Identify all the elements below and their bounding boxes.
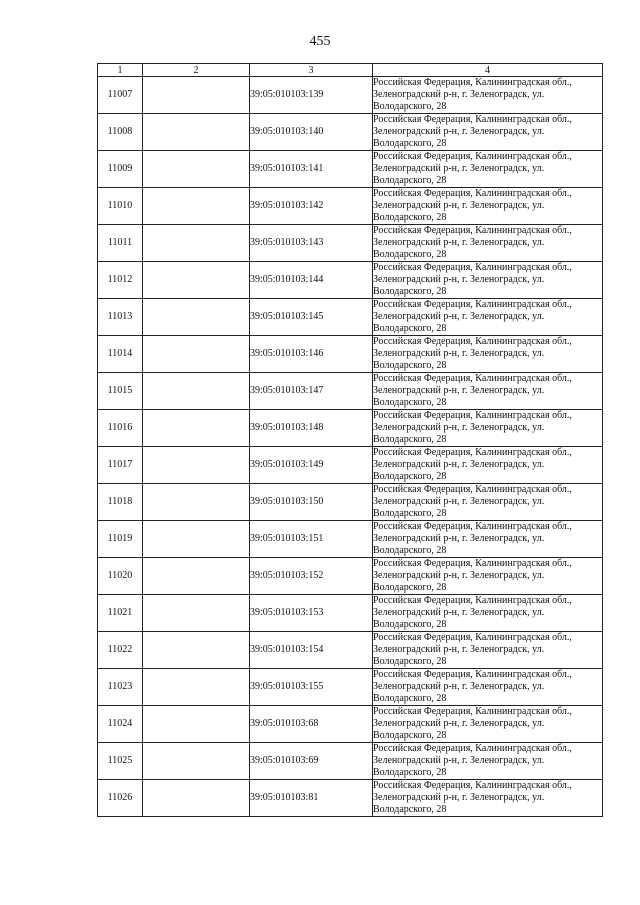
cadastral-number-cell: 39:05:010103:152: [250, 558, 373, 595]
table-row: [98, 669, 603, 706]
empty-cell: [143, 77, 250, 114]
header-cell-4: 4: [373, 64, 603, 77]
address-line: Российская Федерация, Калининградская обл.,: [373, 188, 572, 199]
table-row: [98, 336, 603, 373]
address-cell: [373, 558, 603, 595]
empty-cell: [143, 743, 250, 780]
empty-cell: [143, 151, 250, 188]
address-line: Володарского, 28: [373, 693, 447, 704]
address-cell: [373, 373, 603, 410]
address-cell: [373, 484, 603, 521]
address-line: Зеленоградский р-н, г. Зеленоградск, ул.: [373, 274, 545, 285]
address-line: Володарского, 28: [373, 545, 447, 556]
address-cell: [373, 410, 603, 447]
empty-cell: [143, 780, 250, 817]
row-number-cell: 11012: [98, 262, 143, 299]
table-row: [98, 299, 603, 336]
empty-cell: [143, 262, 250, 299]
address-line: Володарского, 28: [373, 323, 447, 334]
cadastral-number-cell: 39:05:010103:142: [250, 188, 373, 225]
row-number-cell: 11025: [98, 743, 143, 780]
table-row: [98, 558, 603, 595]
row-number-cell: 11024: [98, 706, 143, 743]
row-number-cell: 11023: [98, 669, 143, 706]
row-number-cell: 11026: [98, 780, 143, 817]
table-row: [98, 262, 603, 299]
address-line: Зеленоградский р-н, г. Зеленоградск, ул.: [373, 385, 545, 396]
row-number-cell: 11020: [98, 558, 143, 595]
address-line: Российская Федерация, Калининградская обл.,: [373, 336, 572, 347]
address-line: Зеленоградский р-н, г. Зеленоградск, ул.: [373, 533, 545, 544]
empty-cell: [143, 558, 250, 595]
address-line: Зеленоградский р-н, г. Зеленоградск, ул.: [373, 163, 545, 174]
address-line: Российская Федерация, Калининградская обл.,: [373, 706, 572, 717]
address-line: Российская Федерация, Калининградская обл.,: [373, 780, 572, 791]
empty-cell: [143, 373, 250, 410]
address-cell: [373, 151, 603, 188]
address-line: Володарского, 28: [373, 175, 447, 186]
address-line: Зеленоградский р-н, г. Зеленоградск, ул.: [373, 89, 545, 100]
row-number-cell: 11017: [98, 447, 143, 484]
address-cell: [373, 262, 603, 299]
row-number-cell: 11010: [98, 188, 143, 225]
address-cell: [373, 114, 603, 151]
cadastral-number-cell: 39:05:010103:140: [250, 114, 373, 151]
empty-cell: [143, 632, 250, 669]
empty-cell: [143, 706, 250, 743]
address-cell: [373, 632, 603, 669]
table-row: [98, 188, 603, 225]
table-row: [98, 114, 603, 151]
address-line: Российская Федерация, Калининградская обл.,: [373, 262, 572, 273]
row-number-cell: 11007: [98, 77, 143, 114]
row-number-cell: 11021: [98, 595, 143, 632]
address-line: Российская Федерация, Калининградская обл.,: [373, 447, 572, 458]
empty-cell: [143, 299, 250, 336]
address-line: Зеленоградский р-н, г. Зеленоградск, ул.: [373, 644, 545, 655]
address-line: Зеленоградский р-н, г. Зеленоградск, ул.: [373, 496, 545, 507]
row-number-cell: 11013: [98, 299, 143, 336]
address-line: Зеленоградский р-н, г. Зеленоградск, ул.: [373, 755, 545, 766]
table-row: [98, 410, 603, 447]
header-cell-2: 2: [143, 64, 250, 77]
cadastral-number-cell: 39:05:010103:139: [250, 77, 373, 114]
cadastral-number-cell: 39:05:010103:68: [250, 706, 373, 743]
address-line: Володарского, 28: [373, 619, 447, 630]
address-line: Володарского, 28: [373, 212, 447, 223]
table-row: [98, 447, 603, 484]
address-line: Российская Федерация, Калининградская обл.,: [373, 484, 572, 495]
cadastral-number-cell: 39:05:010103:151: [250, 521, 373, 558]
empty-cell: [143, 336, 250, 373]
page-number: 455: [309, 34, 331, 49]
cadastral-number-cell: 39:05:010103:148: [250, 410, 373, 447]
table-row: [98, 743, 603, 780]
address-line: Володарского, 28: [373, 138, 447, 149]
address-cell: [373, 743, 603, 780]
address-line: Володарского, 28: [373, 582, 447, 593]
address-line: Российская Федерация, Калининградская обл.,: [373, 558, 572, 569]
cadastral-number-cell: 39:05:010103:146: [250, 336, 373, 373]
table-body: [98, 77, 603, 817]
address-line: Российская Федерация, Калининградская обл.,: [373, 595, 572, 606]
address-line: Зеленоградский р-н, г. Зеленоградск, ул.: [373, 681, 545, 692]
address-line: Российская Федерация, Калининградская обл.,: [373, 299, 572, 310]
address-line: Володарского, 28: [373, 360, 447, 371]
empty-cell: [143, 188, 250, 225]
empty-cell: [143, 521, 250, 558]
header-row: [98, 64, 603, 77]
address-line: Володарского, 28: [373, 508, 447, 519]
cadastral-number-cell: 39:05:010103:81: [250, 780, 373, 817]
table-row: [98, 780, 603, 817]
address-line: Зеленоградский р-н, г. Зеленоградск, ул.: [373, 792, 545, 803]
address-cell: [373, 225, 603, 262]
address-line: Зеленоградский р-н, г. Зеленоградск, ул.: [373, 459, 545, 470]
header-cell-1: 1: [98, 64, 143, 77]
table-row: [98, 373, 603, 410]
address-line: Володарского, 28: [373, 656, 447, 667]
address-line: Володарского, 28: [373, 471, 447, 482]
address-cell: [373, 77, 603, 114]
address-line: Зеленоградский р-н, г. Зеленоградск, ул.: [373, 237, 545, 248]
empty-cell: [143, 669, 250, 706]
table-row: [98, 77, 603, 114]
table-row: [98, 225, 603, 262]
address-line: Зеленоградский р-н, г. Зеленоградск, ул.: [373, 126, 545, 137]
address-line: Володарского, 28: [373, 249, 447, 260]
cadastral-number-cell: 39:05:010103:141: [250, 151, 373, 188]
address-line: Российская Федерация, Калининградская обл.,: [373, 151, 572, 162]
cadastral-number-cell: 39:05:010103:145: [250, 299, 373, 336]
address-line: Володарского, 28: [373, 730, 447, 741]
table-row: [98, 632, 603, 669]
row-number-cell: 11011: [98, 225, 143, 262]
address-line: Зеленоградский р-н, г. Зеленоградск, ул.: [373, 200, 545, 211]
header-cell-3: 3: [250, 64, 373, 77]
address-cell: [373, 299, 603, 336]
cadastral-number-cell: 39:05:010103:144: [250, 262, 373, 299]
row-number-cell: 11019: [98, 521, 143, 558]
address-line: Российская Федерация, Калининградская обл.,: [373, 521, 572, 532]
address-line: Российская Федерация, Калининградская обл.,: [373, 373, 572, 384]
address-line: Володарского, 28: [373, 804, 447, 815]
table-row: [98, 521, 603, 558]
cadastral-number-cell: 39:05:010103:147: [250, 373, 373, 410]
row-number-cell: 11022: [98, 632, 143, 669]
cadastral-number-cell: 39:05:010103:149: [250, 447, 373, 484]
address-cell: [373, 595, 603, 632]
address-line: Зеленоградский р-н, г. Зеленоградск, ул.: [373, 422, 545, 433]
empty-cell: [143, 595, 250, 632]
address-cell: [373, 780, 603, 817]
address-line: Володарского, 28: [373, 434, 447, 445]
table-header: [98, 64, 603, 77]
address-line: Российская Федерация, Калининградская обл.,: [373, 669, 572, 680]
address-line: Зеленоградский р-н, г. Зеленоградск, ул.: [373, 718, 545, 729]
address-cell: [373, 447, 603, 484]
address-line: Володарского, 28: [373, 397, 447, 408]
cadastral-number-cell: 39:05:010103:153: [250, 595, 373, 632]
row-number-cell: 11014: [98, 336, 143, 373]
address-line: Российская Федерация, Калининградская обл.,: [373, 77, 572, 88]
address-line: Зеленоградский р-н, г. Зеленоградск, ул.: [373, 348, 545, 359]
row-number-cell: 11016: [98, 410, 143, 447]
empty-cell: [143, 410, 250, 447]
table-row: [98, 484, 603, 521]
empty-cell: [143, 114, 250, 151]
cadastral-number-cell: 39:05:010103:155: [250, 669, 373, 706]
cadastral-number-cell: 39:05:010103:150: [250, 484, 373, 521]
address-line: Российская Федерация, Калининградская обл.,: [373, 225, 572, 236]
address-line: Володарского, 28: [373, 101, 447, 112]
table-row: [98, 595, 603, 632]
empty-cell: [143, 447, 250, 484]
address-line: Российская Федерация, Калининградская обл.,: [373, 632, 572, 643]
empty-cell: [143, 225, 250, 262]
row-number-cell: 11018: [98, 484, 143, 521]
address-line: Володарского, 28: [373, 286, 447, 297]
address-line: Зеленоградский р-н, г. Зеленоградск, ул.: [373, 607, 545, 618]
table-row: [98, 706, 603, 743]
table-row: [98, 151, 603, 188]
address-cell: [373, 669, 603, 706]
address-cell: [373, 521, 603, 558]
address-line: Володарского, 28: [373, 767, 447, 778]
address-cell: [373, 336, 603, 373]
address-line: Российская Федерация, Калининградская обл.,: [373, 114, 572, 125]
address-line: Российская Федерация, Калининградская обл.,: [373, 743, 572, 754]
address-line: Зеленоградский р-н, г. Зеленоградск, ул.: [373, 311, 545, 322]
row-number-cell: 11015: [98, 373, 143, 410]
row-number-cell: 11009: [98, 151, 143, 188]
cadastral-number-cell: 39:05:010103:143: [250, 225, 373, 262]
address-line: Российская Федерация, Калининградская обл.,: [373, 410, 572, 421]
cadastral-number-cell: 39:05:010103:69: [250, 743, 373, 780]
empty-cell: [143, 484, 250, 521]
address-cell: [373, 706, 603, 743]
address-cell: [373, 188, 603, 225]
address-line: Зеленоградский р-н, г. Зеленоградск, ул.: [373, 570, 545, 581]
row-number-cell: 11008: [98, 114, 143, 151]
cadastral-number-cell: 39:05:010103:154: [250, 632, 373, 669]
registry-table: [97, 63, 603, 817]
